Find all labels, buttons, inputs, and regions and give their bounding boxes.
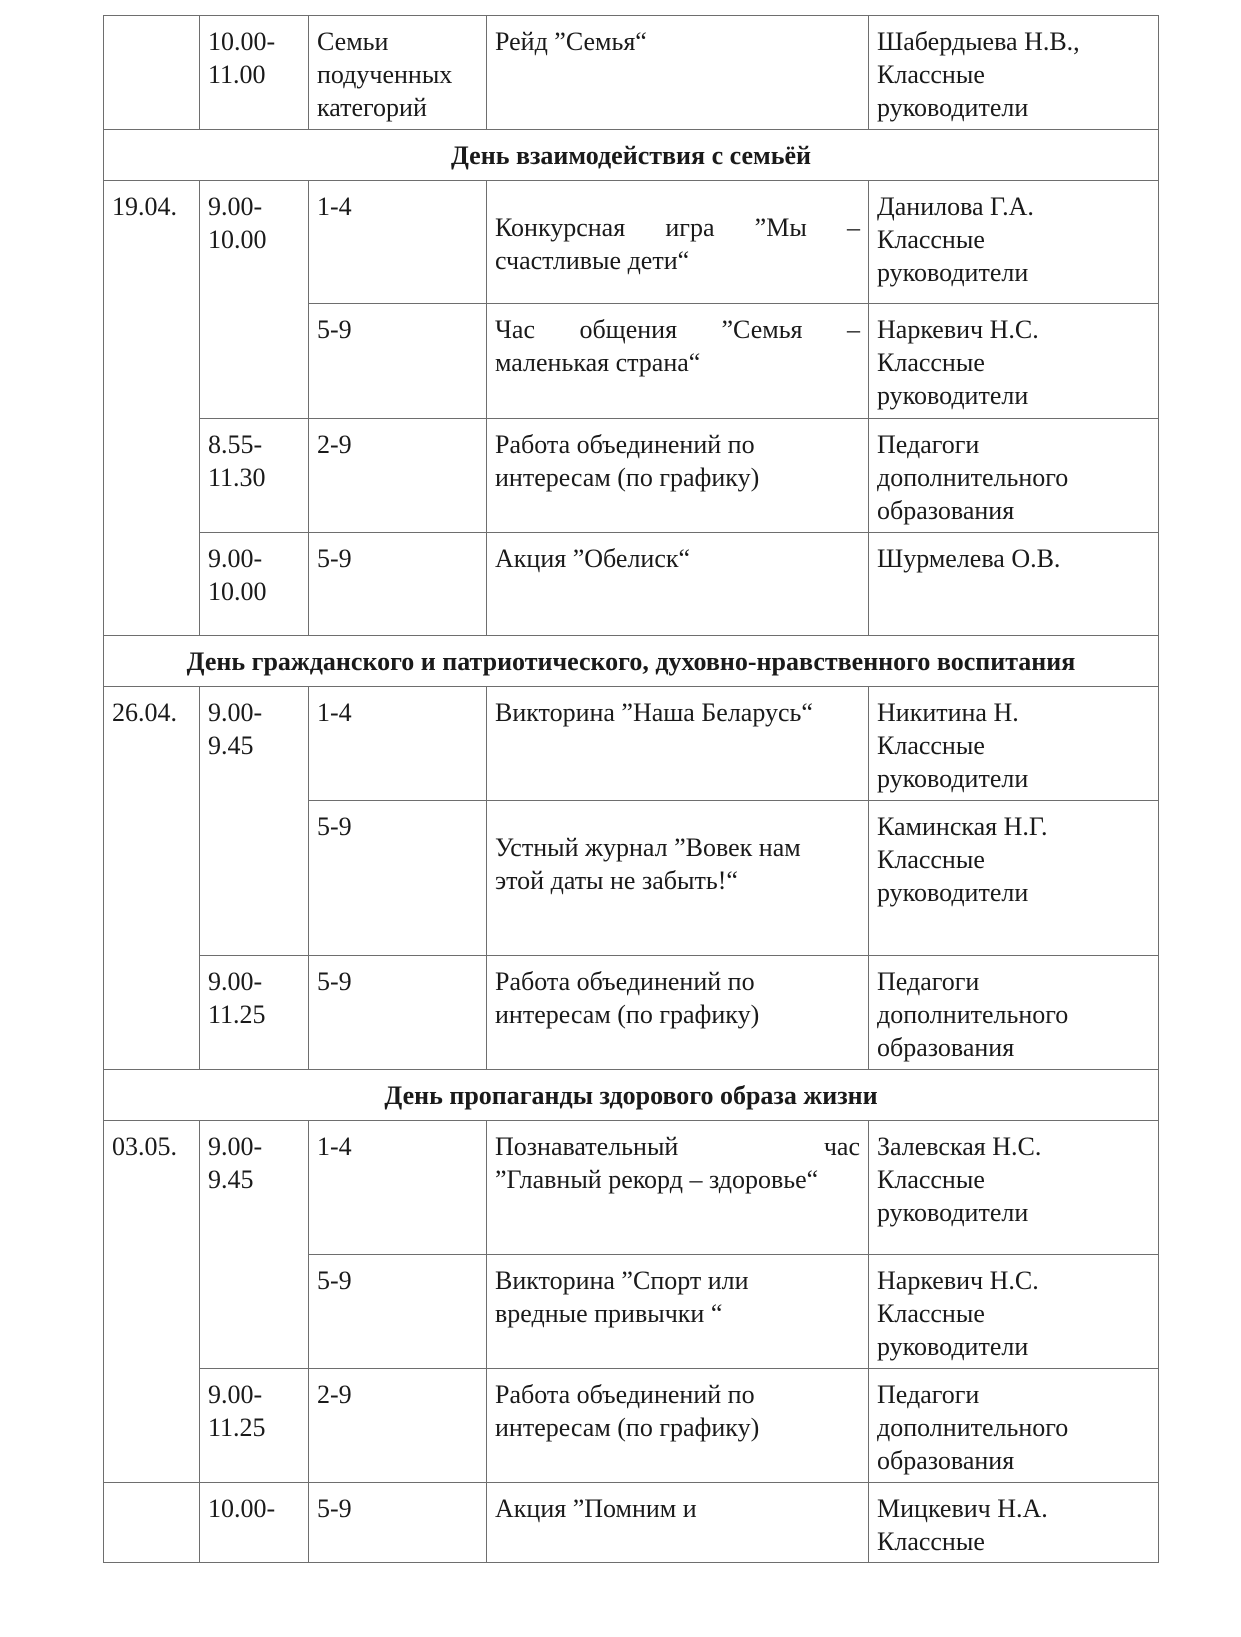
responsible-cell: [869, 956, 1159, 1070]
date-cell: 19.04.: [104, 181, 200, 636]
responsible-line: дополнительного: [877, 1000, 1069, 1029]
time-cell: [200, 419, 309, 533]
event-cell: [487, 419, 869, 533]
group-line: категорий: [317, 93, 427, 122]
group-cell: 5-9: [309, 956, 487, 1070]
time-line: 10.00: [208, 577, 267, 606]
responsible-line: руководители: [877, 1332, 1029, 1361]
responsible-line: Мицкевич Н.А.: [877, 1494, 1048, 1523]
group-cell: 2-9: [309, 419, 487, 533]
time-line: 10.00: [208, 225, 267, 254]
event-line: интересам (по графику): [495, 1413, 760, 1442]
group-cell: [309, 16, 487, 130]
event-line: этой даты не забыть!“: [495, 866, 738, 895]
group-cell: 1-4: [309, 181, 487, 304]
table-row: [104, 181, 1159, 304]
section-heading: День гражданского и патриотического, духовно-нравственного воспитания: [104, 636, 1159, 687]
responsible-line: Классные: [877, 225, 985, 254]
group-cell: 1-4: [309, 1121, 487, 1255]
table-row: [104, 687, 1159, 801]
responsible-line: Никитина Н.: [877, 698, 1019, 727]
time-cell: [200, 533, 309, 636]
time-line: 9.00-: [208, 544, 263, 573]
responsible-line: Данилова Г.А.: [877, 192, 1034, 221]
event-cell: [487, 1121, 869, 1255]
time-cell: [200, 1369, 309, 1483]
table-row: [104, 956, 1159, 1070]
event-line: вредные привычки “: [495, 1299, 723, 1328]
event-cell: Рейд ”Семья“: [487, 16, 869, 130]
table-row: [104, 16, 1159, 130]
event-line: Устный журнал ”Вовек нам: [495, 833, 801, 862]
time-line: 11.25: [208, 1413, 266, 1442]
section-heading: День пропаганды здорового образа жизни: [104, 1070, 1159, 1121]
time-line: 9.00-: [208, 967, 263, 996]
event-line: интересам (по графику): [495, 1000, 760, 1029]
time-line: 10.00-: [208, 1494, 276, 1523]
event-cell: Акция ”Обелиск“: [487, 533, 869, 636]
group-cell: 1-4: [309, 687, 487, 801]
time-cell: [200, 1483, 309, 1563]
responsible-cell: [869, 1121, 1159, 1255]
date-cell: 03.05.: [104, 1121, 200, 1483]
event-line: Работа объединений по: [495, 1380, 755, 1409]
event-line: Конкурсная игра ”Мы –: [495, 213, 860, 242]
group-cell: 5-9: [309, 533, 487, 636]
section-row: [104, 130, 1159, 181]
responsible-line: Каминская Н.Г.: [877, 812, 1048, 841]
section-row: [104, 636, 1159, 687]
responsible-cell: [869, 533, 1159, 636]
responsible-cell: [869, 687, 1159, 801]
event-line: Час общения ”Семья –: [495, 315, 860, 344]
event-cell: [487, 1255, 869, 1369]
time-line: 9.00-: [208, 698, 263, 727]
event-cell: [487, 181, 869, 304]
event-cell: [487, 956, 869, 1070]
responsible-line: Шабердыева Н.В.,: [877, 27, 1080, 56]
responsible-line: Классные: [877, 348, 985, 377]
responsible-line: руководители: [877, 878, 1029, 907]
responsible-line: Педагоги: [877, 1380, 980, 1409]
event-line: Познавательный час: [495, 1132, 860, 1161]
date-cell: [104, 16, 200, 130]
time-cell: [200, 16, 309, 130]
time-line: 9.00-: [208, 192, 263, 221]
group-cell: 5-9: [309, 801, 487, 956]
responsible-line: Наркевич Н.С.: [877, 315, 1039, 344]
responsible-line: Классные: [877, 845, 985, 874]
event-cell: [487, 1369, 869, 1483]
responsible-cell: [869, 419, 1159, 533]
section-heading: День взаимодействия с семьёй: [104, 130, 1159, 181]
responsible-line: руководители: [877, 764, 1029, 793]
responsible-line: Классные: [877, 731, 985, 760]
responsible-line: образования: [877, 496, 1015, 525]
responsible-cell: [869, 1483, 1159, 1563]
responsible-line: руководители: [877, 93, 1029, 122]
group-line: подученных: [317, 60, 453, 89]
date-cell: 26.04.: [104, 687, 200, 1070]
time-line: 8.55-: [208, 430, 263, 459]
event-cell: [487, 304, 869, 419]
responsible-line: Классные: [877, 1527, 985, 1556]
event-cell: Викторина ”Наша Беларусь“: [487, 687, 869, 801]
responsible-cell: [869, 1255, 1159, 1369]
section-row: [104, 1070, 1159, 1121]
event-line: Работа объединений по: [495, 967, 755, 996]
event-line: интересам (по графику): [495, 463, 760, 492]
event-cell: Акция ”Помним и: [487, 1483, 869, 1563]
time-line: 9.00-: [208, 1380, 263, 1409]
responsible-line: Шурмелева О.В.: [877, 544, 1061, 573]
group-cell: 5-9: [309, 304, 487, 419]
responsible-cell: [869, 181, 1159, 304]
time-line: 9.45: [208, 1165, 254, 1194]
table-row: [104, 1369, 1159, 1483]
table-row: [104, 1121, 1159, 1255]
responsible-line: дополнительного: [877, 1413, 1069, 1442]
responsible-line: руководители: [877, 258, 1029, 287]
responsible-line: Классные: [877, 1165, 985, 1194]
group-cell: 5-9: [309, 1255, 487, 1369]
time-line: 9.45: [208, 731, 254, 760]
table-row: [104, 419, 1159, 533]
time-cell: [200, 687, 309, 956]
responsible-line: образования: [877, 1033, 1015, 1062]
time-line: 10.00-: [208, 27, 276, 56]
responsible-line: Наркевич Н.С.: [877, 1266, 1039, 1295]
table-row: [104, 533, 1159, 636]
responsible-cell: [869, 16, 1159, 130]
responsible-cell: [869, 304, 1159, 419]
responsible-cell: [869, 1369, 1159, 1483]
group-cell: 5-9: [309, 1483, 487, 1563]
responsible-line: образования: [877, 1446, 1015, 1475]
time-line: 9.00-: [208, 1132, 263, 1161]
time-line: 11.25: [208, 1000, 266, 1029]
time-line: 11.30: [208, 463, 266, 492]
time-line: 11.00: [208, 60, 266, 89]
event-cell: [487, 801, 869, 956]
table-row: [104, 1483, 1159, 1563]
responsible-line: Залевская Н.С.: [877, 1132, 1042, 1161]
responsible-cell: [869, 801, 1159, 956]
responsible-line: Классные: [877, 60, 985, 89]
time-cell: [200, 956, 309, 1070]
event-line: Викторина ”Спорт или: [495, 1266, 749, 1295]
event-line: Работа объединений по: [495, 430, 755, 459]
responsible-line: руководители: [877, 381, 1029, 410]
responsible-line: Педагоги: [877, 430, 980, 459]
events-plan-table: [103, 15, 1159, 1563]
responsible-line: руководители: [877, 1198, 1029, 1227]
time-cell: [200, 1121, 309, 1369]
responsible-line: Педагоги: [877, 967, 980, 996]
group-cell: 2-9: [309, 1369, 487, 1483]
event-line: маленькая страна“: [495, 348, 701, 377]
responsible-line: Классные: [877, 1299, 985, 1328]
event-line: счастливые дети“: [495, 246, 690, 275]
time-cell: [200, 181, 309, 419]
responsible-line: дополнительного: [877, 463, 1069, 492]
event-line: ”Главный рекорд – здоровье“: [495, 1165, 819, 1194]
group-line: Семьи: [317, 27, 389, 56]
date-cell: [104, 1483, 200, 1563]
